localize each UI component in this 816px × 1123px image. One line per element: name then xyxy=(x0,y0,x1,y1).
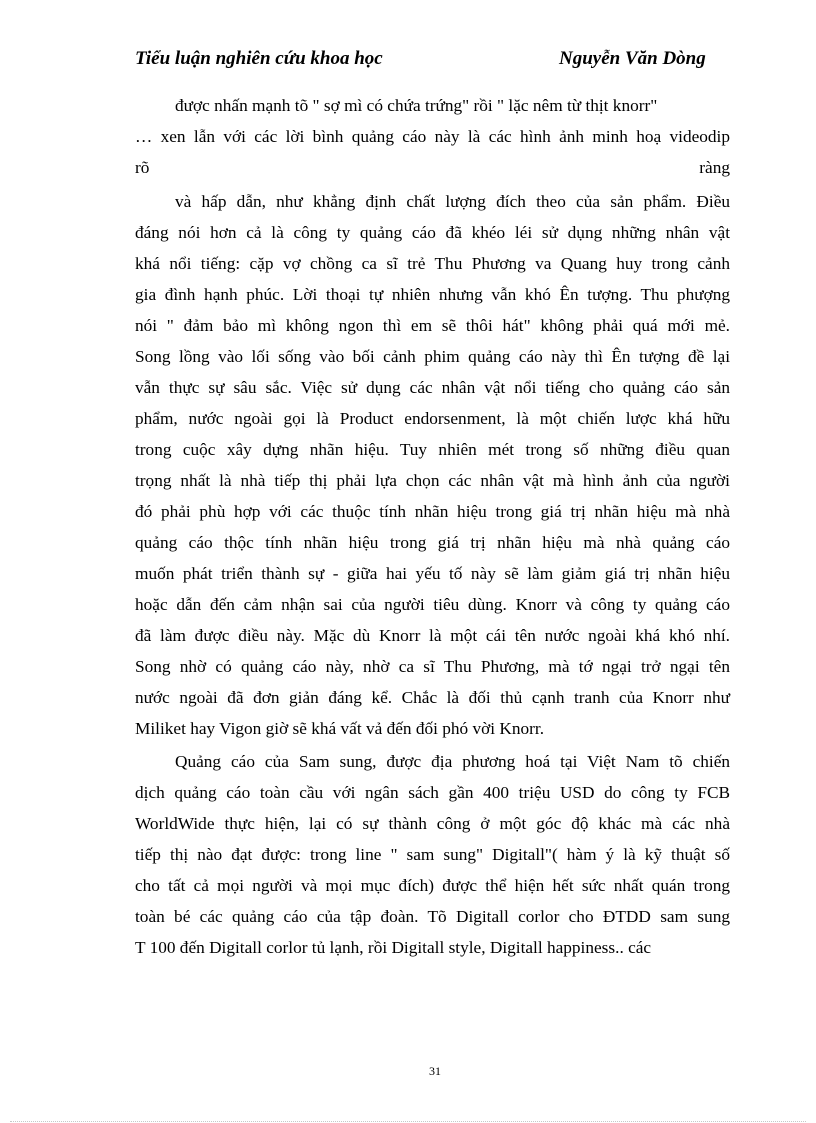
text-line: đó phải phù hợp với các thuộc tính nhãn hiệu trong giá trị nhãn hiệu mà nhà xyxy=(135,502,730,521)
text-line: gia đình hạnh phúc. Lời thoại tự nhiên nhưng vẫn khó Ên tượng. Thu phượng xyxy=(135,285,730,304)
text-line: … xen lẫn với các lời bình quảng cáo này là các hình ảnh minh hoạ videodip xyxy=(135,127,730,146)
text-line: và hấp dẫn, như khẳng định chất lượng đích theo của sản phẩm. Điều xyxy=(175,192,730,211)
text-line: Quảng cáo của Sam sung, được địa phương hoá tại Việt Nam tõ chiến xyxy=(175,752,730,771)
text-line: được nhấn mạnh tõ " sợ mì có chứa trứng" rồi " lặc nêm từ thịt knorr" xyxy=(175,96,658,115)
header-title: Tiểu luận nghiên cứu khoa học xyxy=(135,48,383,69)
text-line: Song nhờ có quảng cáo này, nhờ ca sĩ Thu Phương, mà tớ ngại trở ngại tên xyxy=(135,657,730,676)
text-line: tiếp thị nào đạt được: trong line " sam sung" Digitall"( hàm ý là kỹ thuật số xyxy=(135,845,730,864)
text-line: rõ xyxy=(135,158,150,177)
text-line: đã làm được điều này. Mặc dù Knorr là một cái tên nước ngoài khá khó nhí. xyxy=(135,626,730,645)
text-line: trọng nhất là nhà tiếp thị phải lựa chọn các nhân vật mà hình ảnh của người xyxy=(135,471,730,490)
text-line: Miliket hay Vigon giờ sẽ khá vất vả đến đối phó vời Knorr. xyxy=(135,719,545,738)
text-line: khá nổi tiếng: cặp vợ chồng ca sĩ trẻ Thu Phương va Quang huy trong cảnh xyxy=(135,254,730,273)
header-author: Nguyễn Văn Dòng xyxy=(559,48,706,69)
text-line: ràng xyxy=(699,158,730,177)
page-number: 31 xyxy=(429,1064,441,1078)
text-line: cho tất cả mọi người và mọi mục đích) được thể hiện hết sức nhất quán trong xyxy=(135,876,730,895)
text-line: toàn bé các quảng cáo của tập đoàn. Tõ Digitall corlor cho ĐTDD sam sung xyxy=(135,907,730,926)
text-line: nói " đảm bảo mì không ngon thì em sẽ thôi hát" không phải quá mới mẻ. xyxy=(135,316,730,335)
text-line: quảng cáo thộc tính nhãn hiệu trong giá trị nhãn hiệu mà nhà quảng cáo xyxy=(135,533,730,552)
text-line: hoặc dẫn đến cảm nhận sai của người tiêu dùng. Knorr và công ty quảng cáo xyxy=(135,595,730,614)
text-line: T 100 đến Digitall corlor tủ lạnh, rồi Digitall style, Digitall happiness.. các xyxy=(135,938,652,957)
text-line: Song lồng vào lối sống vào bối cảnh phim quảng cáo này thì Ên tượng đề lại xyxy=(135,347,730,366)
text-line: vẫn thực sự sâu sắc. Việc sử dụng các nhân vật nổi tiếng cho quảng cáo sản xyxy=(135,378,730,397)
text-line: nước ngoài đã đơn giản đáng kể. Chắc là đối thủ cạnh tranh của Knorr như xyxy=(135,688,730,707)
page-header xyxy=(135,48,725,74)
text-line: WorldWide thực hiện, lại có sự thành công ở một góc độ khác mà các nhà xyxy=(135,814,730,833)
text-line: phẩm, nước ngoài gọi là Product endorsenment, là một chiến lược khá hữu xyxy=(135,409,730,428)
text-line: đáng nói hơn cả là công ty quảng cáo đã khéo léi sử dụng những nhân vật xyxy=(135,223,730,242)
text-line: dịch quảng cáo toàn cầu với ngân sách gần 400 triệu USD do công ty FCB xyxy=(135,783,730,802)
text-line: trong cuộc xây dựng nhãn hiệu. Tuy nhiên mét trong số những điều quan xyxy=(135,440,730,459)
page-bottom-border xyxy=(10,1121,806,1122)
text-line: muốn phát triển thành sự - giữa hai yếu tố này sẽ làm giảm giá trị nhãn hiệu xyxy=(135,564,730,583)
